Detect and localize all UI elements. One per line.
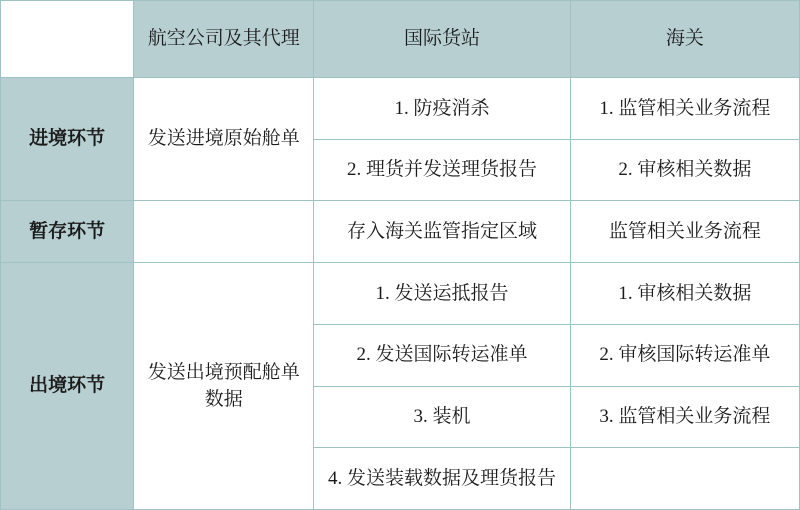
- table-row: [1, 263, 800, 325]
- header-customs: 海关: [570, 1, 799, 78]
- customs-task-outbound-1: 1. 审核相关数据: [570, 263, 799, 325]
- table-header-row: [1, 1, 800, 78]
- customs-task-outbound-4: [570, 448, 799, 510]
- header-depot: 国际货站: [314, 1, 570, 78]
- depot-task-outbound-1: 1. 发送运抵报告: [314, 263, 570, 325]
- table-row: [1, 201, 800, 263]
- customs-task-outbound-2: 2. 审核国际转运准单: [570, 324, 799, 386]
- depot-task-outbound-3: 3. 装机: [314, 386, 570, 448]
- customs-task-inbound-1: 1. 监管相关业务流程: [570, 78, 799, 140]
- stage-label-inbound: 进境环节: [1, 78, 134, 201]
- stage-label-outbound: 出境环节: [1, 263, 134, 510]
- depot-task-outbound-2: 2. 发送国际转运准单: [314, 324, 570, 386]
- header-airline: 航空公司及其代理: [134, 1, 314, 78]
- customs-task-storage-1: 监管相关业务流程: [570, 201, 799, 263]
- depot-task-inbound-1: 1. 防疫消杀: [314, 78, 570, 140]
- airline-task-inbound: 发送进境原始舱单: [134, 78, 314, 201]
- customs-task-outbound-3: 3. 监管相关业务流程: [570, 386, 799, 448]
- header-corner-cell: [1, 1, 134, 78]
- depot-task-outbound-4: 4. 发送装载数据及理货报告: [314, 448, 570, 510]
- airline-task-storage: [134, 201, 314, 263]
- depot-task-storage-1: 存入海关监管指定区域: [314, 201, 570, 263]
- stage-label-storage: 暂存环节: [1, 201, 134, 263]
- customs-task-inbound-2: 2. 审核相关数据: [570, 139, 799, 201]
- depot-task-inbound-2: 2. 理货并发送理货报告: [314, 139, 570, 201]
- airline-task-outbound: 发送出境预配舱单数据: [134, 263, 314, 510]
- table-row: [1, 78, 800, 140]
